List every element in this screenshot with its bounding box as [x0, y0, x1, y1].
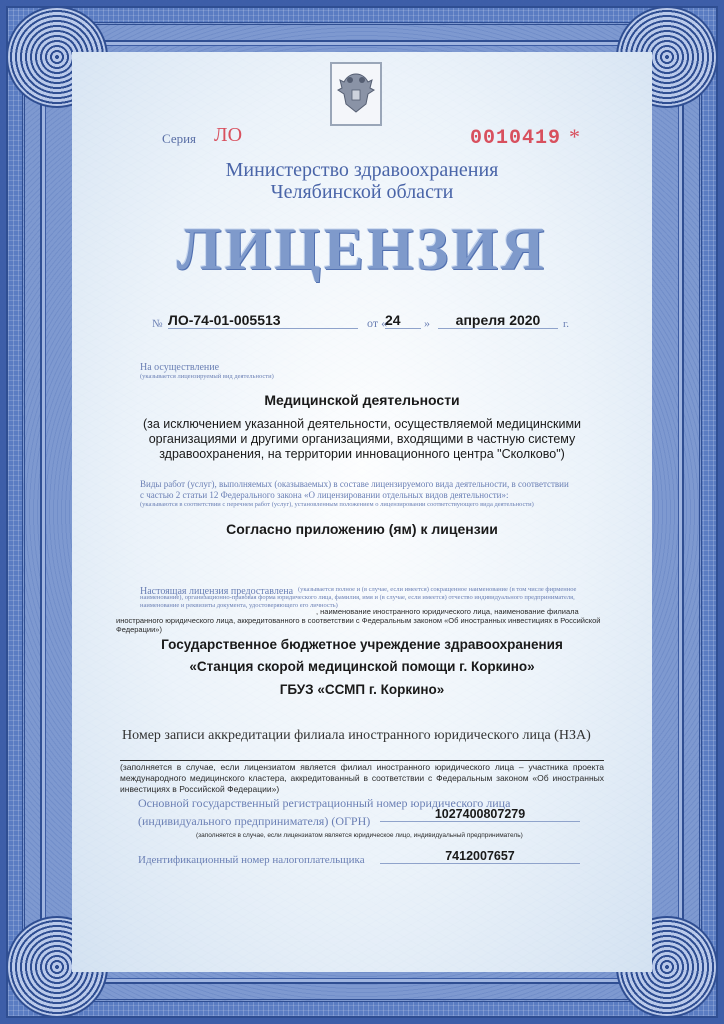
ministry-name-line2: Челябинской области [270, 181, 454, 203]
inn-value: 7412007657 [380, 849, 580, 864]
asterisk-mark: * [569, 124, 580, 149]
date-month-year: апреля 2020 [438, 312, 558, 329]
number-sign: № [152, 318, 163, 330]
activity-note: (за исключением указанной деятельности, осуществляемой медицинскими организациями и другими организациями, входящими в частную систему здравоохранения, на территории инновационного центра "Сколково") [142, 417, 582, 461]
holder-name-line2: «Станция скорой медицинской помощи г. Коркино» [189, 659, 535, 674]
inn-label: Идентификационный номер налогоплательщика [138, 854, 365, 866]
works-label-line1: Виды работ (услуг), выполняемых (оказываемых) в составе лицензируемого вида деятельности, в соответствии [140, 479, 569, 489]
ogrn-label-line2: (индивидуального предпринимателя) (ОГРН) [138, 814, 371, 828]
series-label: Серия [162, 131, 197, 146]
date-close-quote: » [424, 316, 430, 330]
activity-label: На осуществление [140, 362, 220, 373]
document-title: ЛИЦЕНЗИЯ [176, 216, 548, 282]
activity-sublabel: (указывается лицензируемый вид деятельности) [140, 373, 274, 380]
coat-of-arms-icon [330, 62, 382, 126]
year-suffix: г. [563, 318, 570, 330]
holder-name-line1: Государственное бюджетное учреждение здравоохранения [161, 637, 563, 652]
series-value: ЛО [214, 124, 243, 146]
ogrn-value: 1027400807279 [380, 807, 580, 822]
accreditation-label: Номер записи аккредитации филиала иностранного юридического лица (НЗА) [122, 728, 591, 743]
holder-sublabel: (указывается полное и (в случае, если имеется) сокращенное наименование (в том числе фирменное наименование), организационно-правовая форма юридического лица, фамилия, имя и (в случае, если имеется) отчество индивидуального предпринимателя, наименование и реквизиты документа, удостоверяющего его личность) [140, 586, 577, 609]
blank-number: 0010419 [470, 127, 562, 150]
holder-label: Настоящая лицензия предоставлена [140, 586, 294, 597]
works-value: Согласно приложению (ям) к лицензии [226, 521, 498, 537]
holder-foreign-note: , наименование иностранного юридического лица, наименование филиала иностранного юридического лица, аккредитованного в соответствии с Федеральным законом «Об иностранных инвестициях в Российской Федерации») [116, 607, 601, 634]
date-from-label: от « [367, 316, 388, 330]
accreditation-line [120, 760, 604, 761]
works-sublabel: (указываются в соответствии с перечнем работ (услуг), установленным положением о лицензировании соответствующего вида деятельности) [140, 501, 534, 508]
ogrn-note: (заполняется в случае, если лицензиатом является юридическое лицо, индивидуальный предприниматель) [196, 832, 523, 839]
ministry-name-line1: Министерство здравоохранения [225, 159, 499, 181]
date-day: 24 [385, 312, 421, 329]
ogrn-label-line1: Основной государственный регистрационный номер юридического лица [138, 796, 511, 810]
holder-short-name: ГБУЗ «ССМП г. Коркино» [279, 682, 445, 697]
license-registration-number: ЛО-74-01-005513 [168, 312, 358, 329]
activity-value: Медицинской деятельности [264, 392, 460, 408]
accreditation-note: (заполняется в случае, если лицензиатом является филиал иностранного юридического лица – участника проекта международного медицинского кластера, аккредитованный в соответствии с Федеральным законом «Об иностранных инвестициях в Российской Федерации») [120, 762, 604, 794]
works-label-line2: с частью 2 статьи 12 Федерального закона «О лицензировании отдельных видов деятельности»: [140, 490, 509, 500]
